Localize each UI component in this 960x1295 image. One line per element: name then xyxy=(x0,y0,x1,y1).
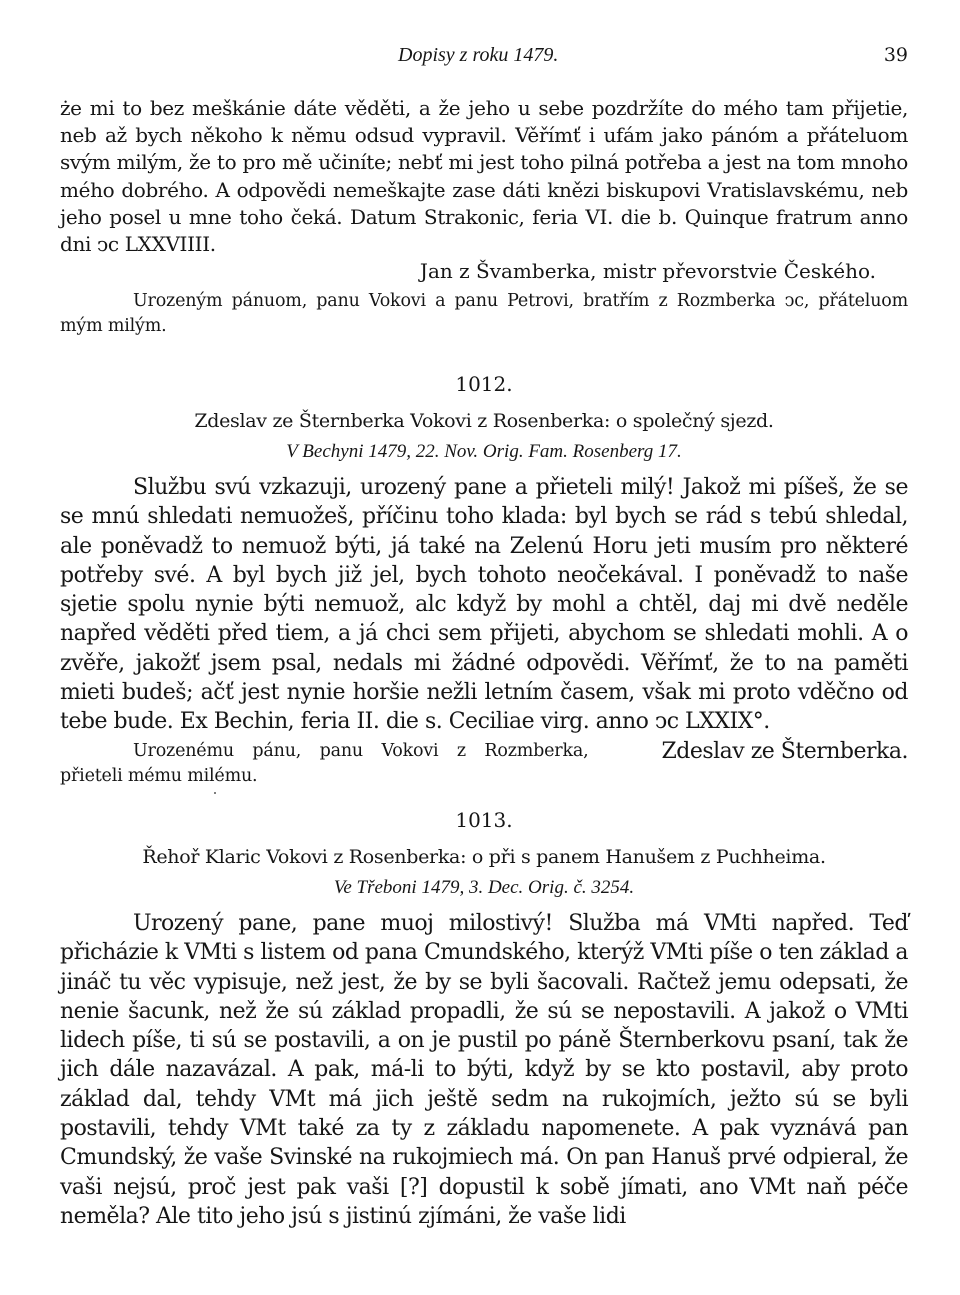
letter-1012-source: V Bechyni 1479, 22. Nov. Orig. Fam. Rosenberg 17. xyxy=(286,441,682,462)
letter-1011-text: że mi to bez meškánie dáte věděti, a že jeho u sebe pozdržíte do mého tam přijetie, neb až bych někoho k němu odsud vypravil. Věřímť i ufám jako pánóm a přáteluom svým milým, že to pro mě učiníte; nebť mi jest toho pilná potřeba a jest na tom mnoho mého dobrého. A odpovědi nemeškajte zase dáti knězi biskupovi Vratislavskému, neb jeho posel u mne toho čeká. Datum Strakonic, feria VI. die b. Quinque fratrum anno dni ↄc LXXVIIII. xyxy=(60,96,908,257)
running-head-title: Dopisy z roku 1479. xyxy=(398,44,559,66)
letter-1012-section xyxy=(60,372,908,789)
letter-1012-signature: Zdeslav ze Šternberka. xyxy=(661,738,908,764)
letter-1013-source: Ve Třeboni 1479, 3. Dec. Orig. č. 3254. xyxy=(333,877,635,898)
page-number: 39 xyxy=(883,44,908,66)
running-head xyxy=(398,44,908,67)
printing-speck xyxy=(214,792,216,794)
letter-1013-number: 1013. xyxy=(455,808,513,832)
letter-1012-address: Urozenému pánu, panu Vokovi z Rozmberka, přieteli mému milému. xyxy=(60,740,589,786)
letter-1011-section xyxy=(60,95,908,339)
letter-1011-address: Urozeným pánuom, panu Vokovi a panu Petrovi, bratřím z Rozmberka ↄc, přáteluom mým milým. xyxy=(60,291,908,337)
letter-1013-heading: Řehoř Klaric Vokovi z Rosenberka: o při s panem Hanušem z Puchheima. xyxy=(142,846,826,868)
letter-1012-body-text: Službu svú vzkazuji, urozený pane a přieteli milý! Jakož mi píšeš, že se se mnú shledati nemuožeš, příčinu toho klada: byl bych se rád s tebú shledal, ale poněvadž to nemuož býti, já také na Zelenú Horu jeti musím pro některé potřeby své. A byl bych již jel, bych tohoto neočekával. I poněvadž to naše sjetie spolu nynie býti nemuož, alc když by mohl a chtěl, daj mi dvě neděle napřed věděti před tiem, a já chci sem přijeti, abychom se shledati mohli. A o zvěře, jakožť jsem psal, nedals mi žádné odpovědi. Věřímť, že to na paměti mieti budeš; ačť jest nynie horšie nežli letním časem, však mi proto vděčno od tebe bude. Ex Bechin, feria II. die s. Ceciliae virg. anno ↄc LXXIX°. xyxy=(60,475,908,735)
letter-1011-signature: Jan z Švamberka, mistr převorstvie Českého. xyxy=(419,259,876,284)
letter-1013-body: Urozený pane, pane muoj milostivý! Služba má VMti napřed. Teď přicházie k VMti s listem od pana Cmundského, kterýž VMti píše o ten základ a jináč tu věc vypisuje, než jest, že by se byli šacovali. Račtež jemu odepsati, že nenie šacunk, než že sú základ propadli, že sú se nepostavili. A jakož o VMti lidech píše, ti sú se postavili, a on je pustil po páně Šternberkovu psaní, tak že jich dále nazavázal. A pak, má-li to býti, když by se kto postavil, aby proto základ dal, tehdy VMt má jich ještě sedm na rukojmích, ježto sú se byli postavili, tehdy VMt také za ty z základu napomenete. A pak vyznává pan Cmundský, že vaše Svinské na rukojmiech má. On pan Hanuš prvé odpieral, že vaši nejsú, proč jest pak vaši [?] dopustil k sobě jímati, ano VMt naň péče neměla? Ale tito jeho jsú s jistinú zjímáni, že vaše lidi xyxy=(60,911,908,1229)
letter-1013-section xyxy=(60,808,908,1231)
letter-1012-heading: Zdeslav ze Šternberka Vokovi z Rosenberka: o společný sjezd. xyxy=(194,410,774,432)
letter-1012-number: 1012. xyxy=(455,372,513,396)
